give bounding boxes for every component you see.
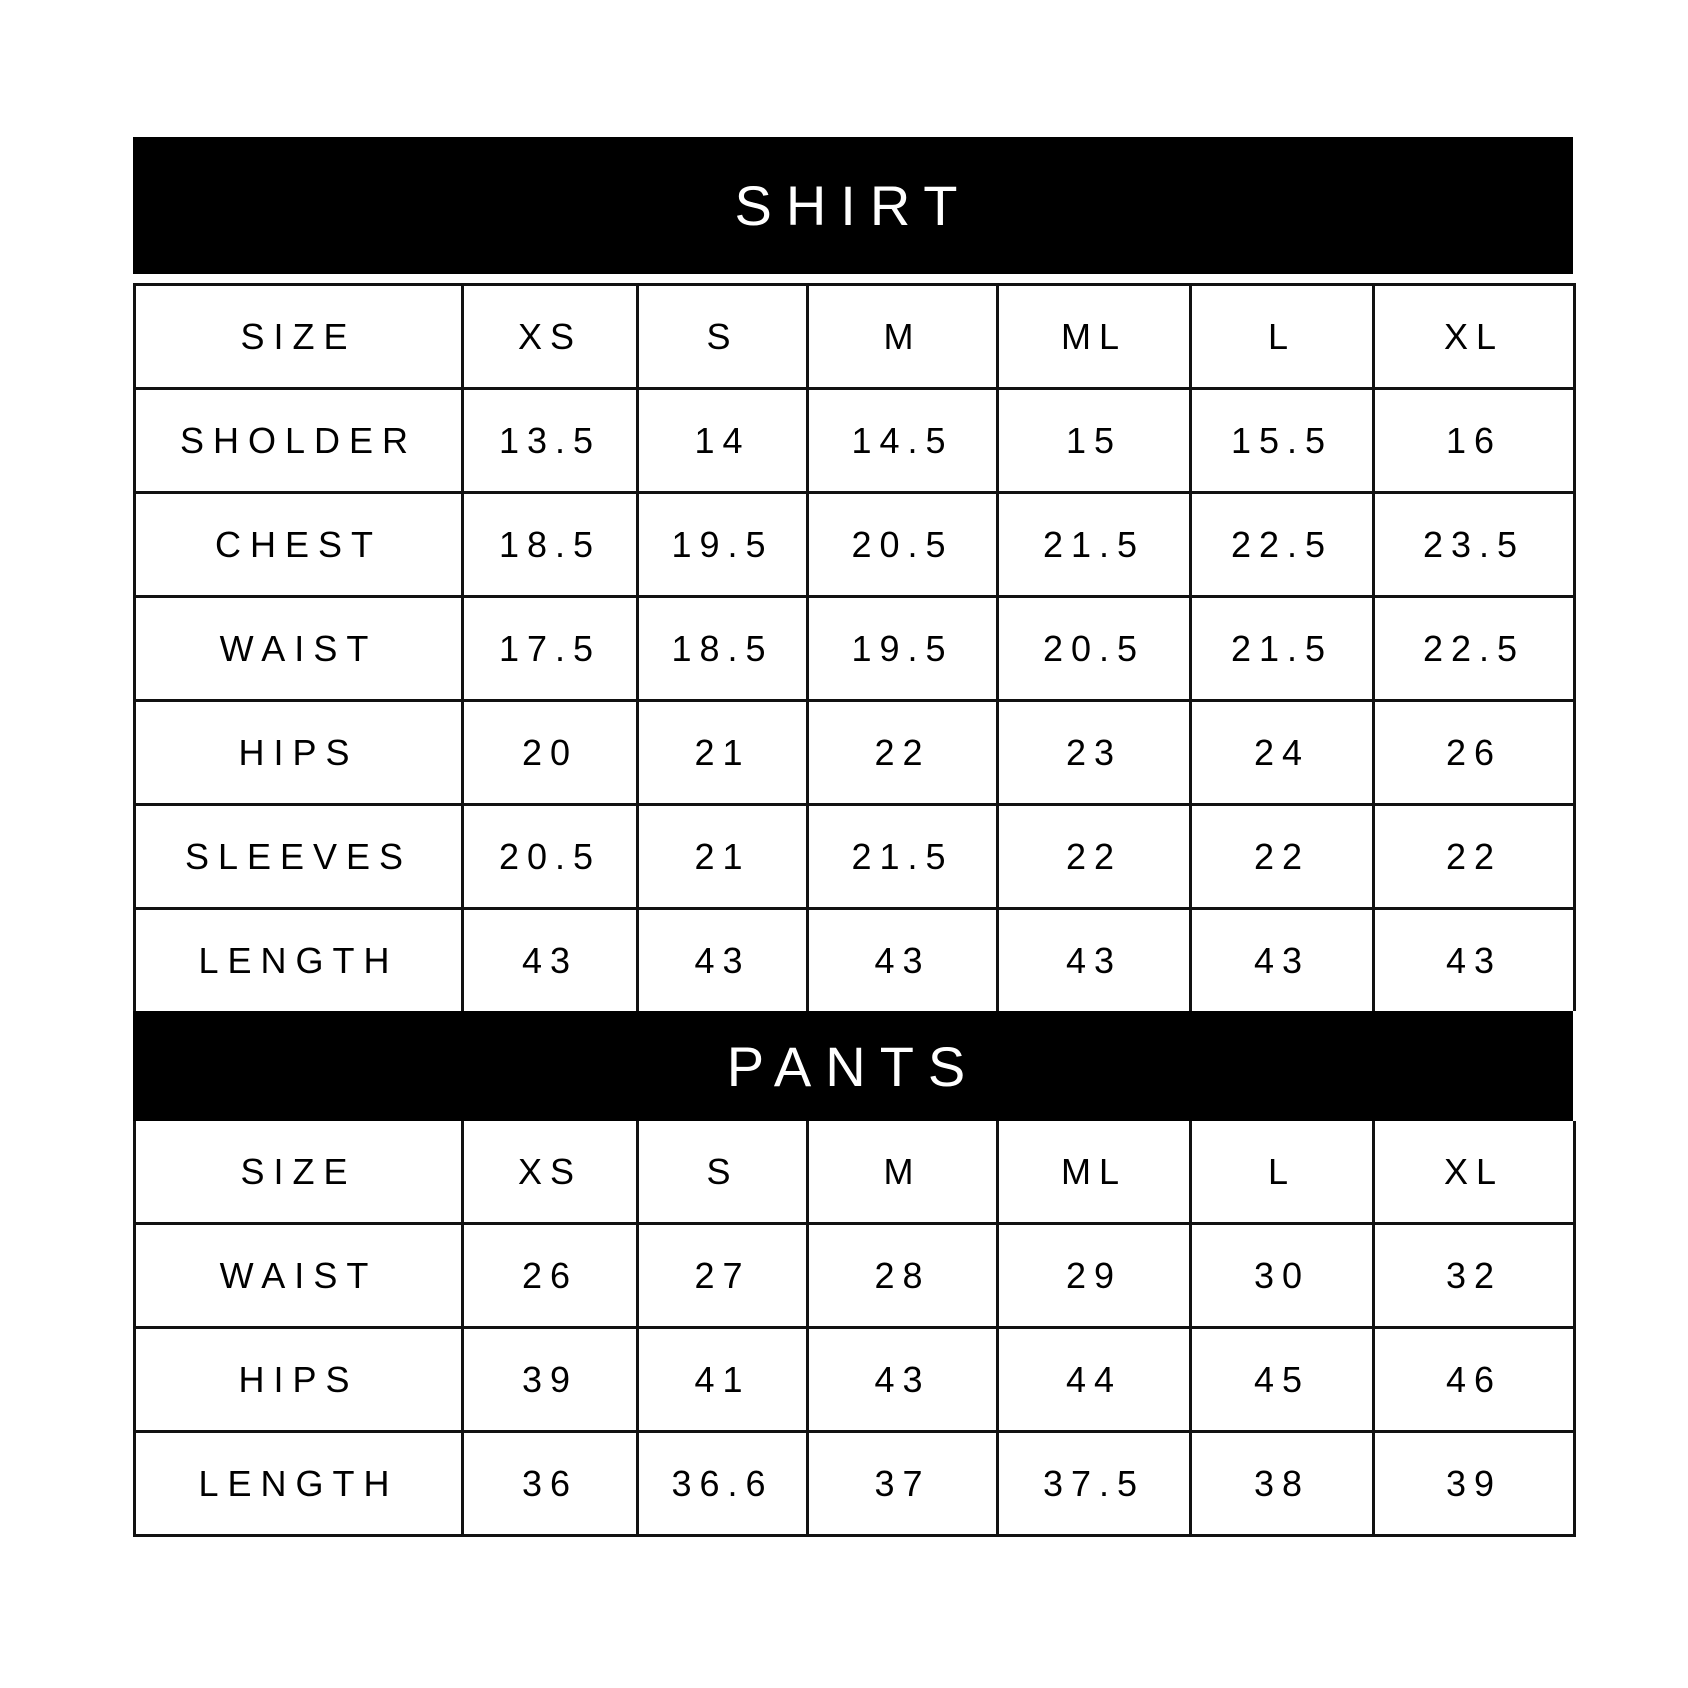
table-cell: 26	[463, 1224, 638, 1328]
table-cell: 30	[1191, 1224, 1374, 1328]
size-header-label: SIZE	[135, 1121, 463, 1224]
table-cell: 19.5	[808, 597, 998, 701]
table-row	[135, 701, 1575, 805]
table-cell: 21	[638, 805, 808, 909]
table-cell: 18.5	[463, 493, 638, 597]
size-header-cell: S	[638, 285, 808, 389]
row-label: LENGTH	[135, 1432, 463, 1536]
row-label: WAIST	[135, 1224, 463, 1328]
table-cell: 43	[463, 909, 638, 1012]
table-cell: 37	[808, 1432, 998, 1536]
table-cell: 21.5	[998, 493, 1191, 597]
table-cell: 32	[1374, 1224, 1575, 1328]
table-cell: 23.5	[1374, 493, 1575, 597]
size-header-cell: M	[808, 285, 998, 389]
table-cell: 43	[808, 909, 998, 1012]
table-cell: 21	[638, 701, 808, 805]
table-cell: 15.5	[1191, 389, 1374, 493]
size-header-cell: XL	[1374, 1121, 1575, 1224]
size-chart	[133, 137, 1573, 1537]
table-cell: 23	[998, 701, 1191, 805]
table-cell: 44	[998, 1328, 1191, 1432]
table-cell: 46	[1374, 1328, 1575, 1432]
table-row	[135, 805, 1575, 909]
table-row	[135, 597, 1575, 701]
size-header-cell: XL	[1374, 285, 1575, 389]
table-row	[135, 909, 1575, 1012]
table-row	[135, 389, 1575, 493]
table-cell: 14	[638, 389, 808, 493]
table-cell: 22.5	[1191, 493, 1374, 597]
table-cell: 21.5	[808, 805, 998, 909]
size-header-cell: L	[1191, 1121, 1374, 1224]
table-cell: 20	[463, 701, 638, 805]
table-cell: 41	[638, 1328, 808, 1432]
size-header-label: SIZE	[135, 285, 463, 389]
table-cell: 19.5	[638, 493, 808, 597]
table-cell: 22.5	[1374, 597, 1575, 701]
table-cell: 18.5	[638, 597, 808, 701]
table-cell: 22	[1191, 805, 1374, 909]
table-cell: 38	[1191, 1432, 1374, 1536]
table-cell: 20.5	[808, 493, 998, 597]
table-cell: 15	[998, 389, 1191, 493]
table-cell: 39	[463, 1328, 638, 1432]
table-cell: 14.5	[808, 389, 998, 493]
table-cell: 17.5	[463, 597, 638, 701]
table-cell: 20.5	[998, 597, 1191, 701]
table-cell: 22	[998, 805, 1191, 909]
pants-size-header-row	[135, 1121, 1575, 1224]
size-header-cell: S	[638, 1121, 808, 1224]
table-cell: 43	[1191, 909, 1374, 1012]
table-cell: 27	[638, 1224, 808, 1328]
row-label: HIPS	[135, 701, 463, 805]
table-cell: 29	[998, 1224, 1191, 1328]
table-cell: 45	[1191, 1328, 1374, 1432]
table-cell: 36	[463, 1432, 638, 1536]
shirt-size-table	[133, 283, 1576, 1011]
table-row	[135, 1224, 1575, 1328]
table-cell: 20.5	[463, 805, 638, 909]
table-cell: 43	[808, 1328, 998, 1432]
row-label: SLEEVES	[135, 805, 463, 909]
size-header-cell: L	[1191, 285, 1374, 389]
row-label: LENGTH	[135, 909, 463, 1012]
pants-title: PANTS	[133, 1011, 1573, 1121]
table-row	[135, 1432, 1575, 1536]
table-cell: 22	[1374, 805, 1575, 909]
row-label: CHEST	[135, 493, 463, 597]
row-label: HIPS	[135, 1328, 463, 1432]
size-header-cell: M	[808, 1121, 998, 1224]
table-cell: 37.5	[998, 1432, 1191, 1536]
table-cell: 39	[1374, 1432, 1575, 1536]
table-row	[135, 493, 1575, 597]
size-header-cell: ML	[998, 1121, 1191, 1224]
size-header-cell: XS	[463, 285, 638, 389]
pants-size-table	[133, 1121, 1576, 1537]
table-cell: 26	[1374, 701, 1575, 805]
table-cell: 28	[808, 1224, 998, 1328]
row-label: WAIST	[135, 597, 463, 701]
table-cell: 21.5	[1191, 597, 1374, 701]
size-header-cell: XS	[463, 1121, 638, 1224]
table-cell: 36.6	[638, 1432, 808, 1536]
table-cell: 24	[1191, 701, 1374, 805]
table-cell: 43	[998, 909, 1191, 1012]
table-cell: 43	[638, 909, 808, 1012]
table-cell: 16	[1374, 389, 1575, 493]
table-cell: 13.5	[463, 389, 638, 493]
table-row	[135, 1328, 1575, 1432]
size-header-cell: ML	[998, 285, 1191, 389]
row-label: SHOLDER	[135, 389, 463, 493]
shirt-title: SHIRT	[133, 137, 1573, 274]
table-cell: 43	[1374, 909, 1575, 1012]
shirt-size-header-row	[135, 285, 1575, 389]
table-cell: 22	[808, 701, 998, 805]
